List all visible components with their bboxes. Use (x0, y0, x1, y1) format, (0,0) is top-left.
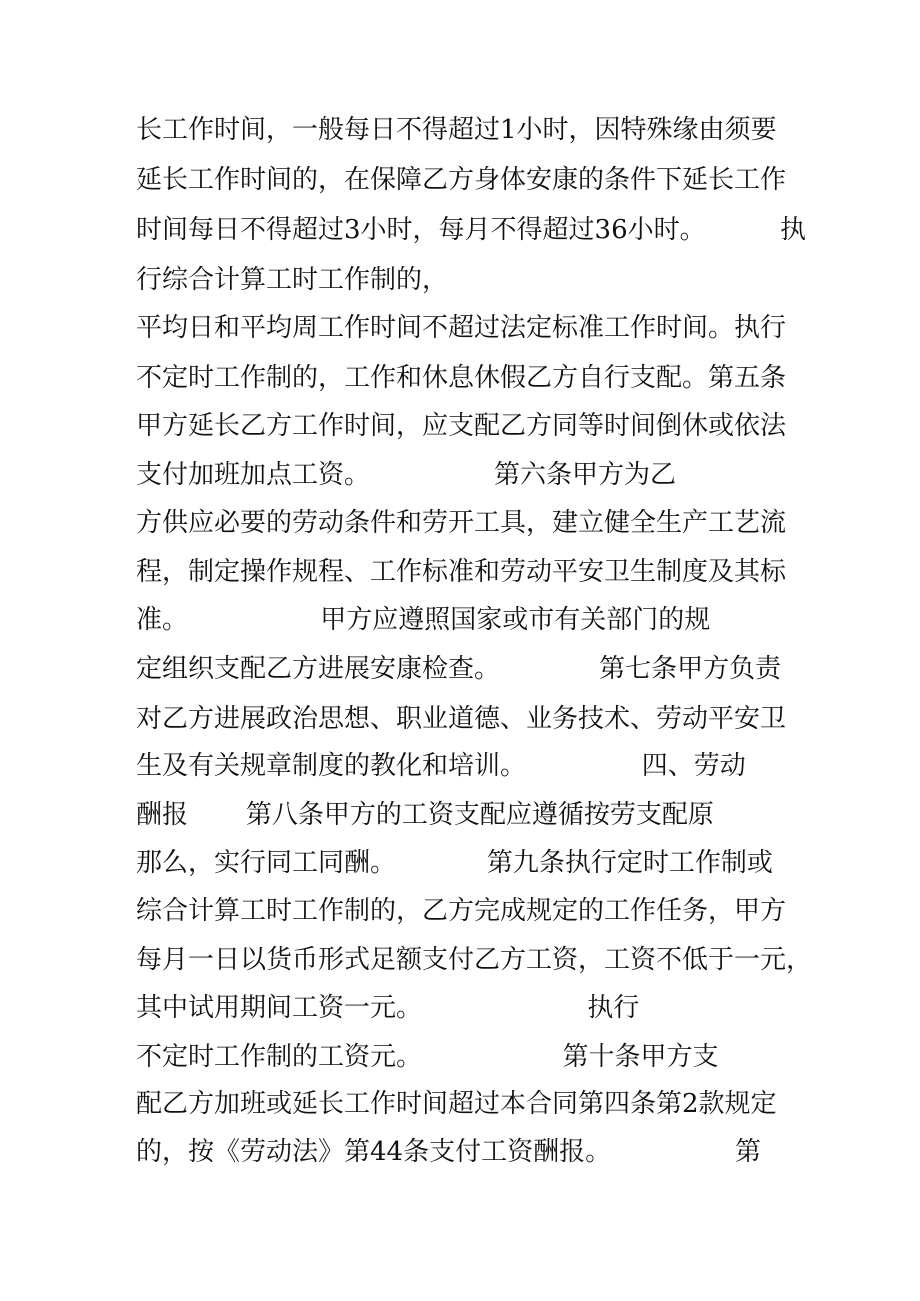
text-line-9: 方供应必要的劳动条件和劳开工具，建立健全生产工艺流 (136, 508, 787, 538)
text-line-10: 程，制定操作规程、工作标准和劳动平安卫生制度及其标 (136, 557, 787, 587)
text-line-4: 行综合计算工时工作制的， (136, 265, 449, 295)
text-line-2: 延长工作时间的，在保障乙方身体安康的条件下延长工作 (136, 165, 787, 195)
text-line-16: 那么，实行同工同酬。 第九条执行定时工作制或 (136, 848, 773, 878)
text-line-21: 配乙方加班或延长工作时间超过本合同第四条第2款规定 (136, 1089, 777, 1119)
text-line-11: 准。 甲方应遵照国家或市有关部门的规 (136, 605, 711, 635)
text-line-7: 甲方延长乙方工作时间，应支配乙方同等时间倒休或依法 (136, 411, 787, 441)
text-line-6: 不定时工作制的，工作和休息休假乙方自行支配。第五条 (136, 363, 787, 393)
text-line-13: 对乙方进展政治思想、职业道德、业务技术、劳动平安卫 (136, 704, 787, 734)
text-line-8: 支付加班加点工资。 第六条甲方为乙 (136, 460, 676, 490)
text-line-15: 酬报 第八条甲方的工资支配应遵循按劳支配原 (136, 800, 714, 830)
text-line-1: 长工作时间，一般每日不得超过1小时，因特殊缘由须要 (136, 115, 777, 145)
text-line-14: 生及有关规章制度的教化和培训。 四、劳动 (136, 751, 746, 781)
text-line-19: 其中试用期间工资一元。 执行 (136, 993, 640, 1023)
text-line-5: 平均日和平均周工作时间不超过法定标准工作时间。执行 (136, 313, 787, 343)
text-line-12: 定组织支配乙方进展安康检查。 第七条甲方负责 (136, 654, 782, 684)
text-line-18: 每月一日以货币形式足额支付乙方工资，工资不低于一元， (136, 945, 813, 975)
text-line-17: 综合计算工时工作制的，乙方完成规定的工作任务，甲方 (136, 896, 787, 926)
text-line-20: 不定时工作制的工资元。 第十条甲方支 (136, 1042, 719, 1072)
text-line-22: 的，按《劳动法》第44条支付工资酬报。 第 (136, 1137, 762, 1167)
text-line-3: 时间每日不得超过3小时，每月不得超过36小时。 执 (136, 215, 807, 245)
